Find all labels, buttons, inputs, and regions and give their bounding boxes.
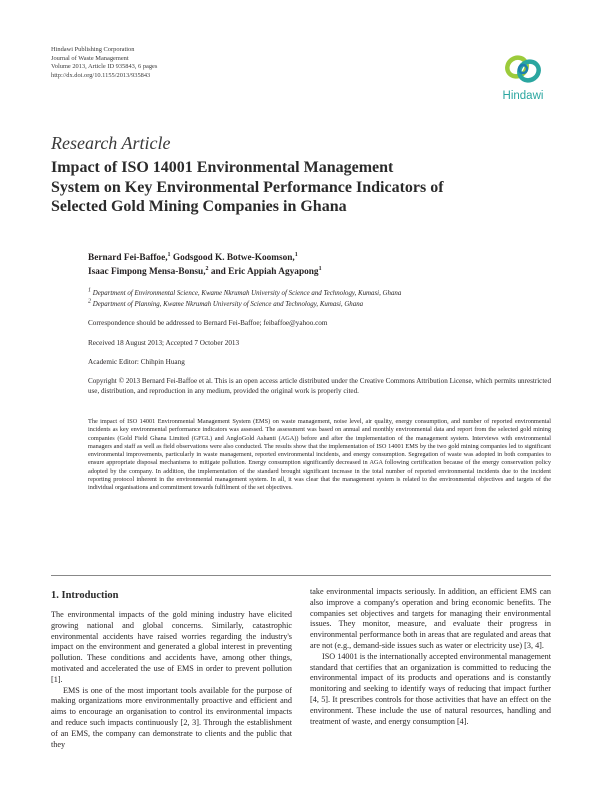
affiliation-text: Department of Environmental Science, Kwame Nkrumah University of Science and Technology, Kumasi, Ghana bbox=[91, 290, 402, 297]
affiliation-item bbox=[88, 288, 401, 299]
article-title bbox=[51, 158, 551, 217]
doi-link[interactable]: http://dx.doi.org/10.1155/2013/935843 bbox=[51, 71, 151, 79]
author-name[interactable]: Isaac Fimpong Mensa-Bonsu, bbox=[88, 267, 206, 277]
affiliation-marker: 2 bbox=[205, 265, 209, 272]
author-name[interactable]: Godsgood K. Botwe-Koomson, bbox=[170, 253, 295, 263]
left-column bbox=[51, 610, 292, 750]
author-list bbox=[88, 251, 322, 279]
right-column bbox=[310, 587, 551, 727]
section-divider bbox=[51, 575, 551, 576]
body-paragraph: EMS is one of the most important tools available for the purpose of making organizations more environmentally proactive and efficient and aims to encourage an organisation to control its environmental impacts and reduce such impacts continuously [2, 3]. Through the establishment of an EMS, the company can demonstrate to clients and the public that they bbox=[51, 685, 292, 749]
author-name[interactable]: and Eric Appiah Agyapong bbox=[208, 267, 319, 277]
hindawi-logo bbox=[496, 50, 550, 108]
affiliation-number: 1 bbox=[88, 287, 91, 294]
abstract-text: The impact of ISO 14001 Environmental Management System (EMS) on waste management, noise level, air quality, energy consumption, and number of reported environmental incidents as key environmental performance indicators was assessed. The assessment was based on annual and monthly environmental data and report from the selected gold mining companies (Gold Field Ghana Limited (GFGL) and AngloGold Ashanti (AGA)) before and after the implementation of the management system. Interviews with environmental managers and staff as well as field observations were also conducted. The results show that the implementation of ISO 14001 EMS by the two gold mining companies led to significant environmental improvements, particularly in waste management, reported environmental incidents, and energy consumption. Segregation of waste was adopted in both companies to ensure appropriate disposal mechanisms to mitigate pollution. Energy consumption significantly decreased in AGA following certification because of the energy conservation policy adopted by the company. In addition, the implementation of the standard brought significant increase in the total number of reported environmental incidents due to the incident reporting protocol inherent in the environmental management system. In all, it was clear that the management system is related to the environmental objectives and targets of the individual organisations and commitment towards fulfilment of the set objectives. bbox=[88, 418, 551, 492]
affiliation-marker: 1 bbox=[318, 265, 322, 272]
title-line: Impact of ISO 14001 Environmental Management bbox=[51, 159, 394, 176]
article-type: Research Article bbox=[51, 133, 171, 153]
hindawi-wordmark: Hindawi bbox=[502, 90, 544, 102]
title-line: Selected Gold Mining Companies in Ghana bbox=[51, 198, 347, 215]
author-line bbox=[88, 265, 322, 279]
affiliation-number: 2 bbox=[88, 298, 91, 305]
section-heading: 1. Introduction bbox=[51, 590, 119, 601]
journal-header bbox=[51, 46, 157, 80]
hindawi-rings-icon bbox=[503, 50, 543, 88]
body-paragraph: take environmental impacts seriously. In addition, an efficient EMS can also improve a company's operation and bring economic benefits. The companies set objectives and targets for managing their environmental issues. They monitor, measure, and evaluate their progress in environmental performance both in areas that are regulated and areas that are not (e.g., demand-side issues such as water or electricity use) [3, 4]. bbox=[310, 587, 551, 650]
received-dates: Received 18 August 2013; Accepted 7 October 2013 bbox=[88, 339, 240, 347]
journal-line: Journal of Waste Management bbox=[51, 54, 129, 62]
affiliation-marker: 1 bbox=[167, 251, 171, 258]
publisher-line: Hindawi Publishing Corporation bbox=[51, 46, 135, 53]
body-paragraph: ISO 14001 is the internationally accepted environmental management standard that certifies that an organization is committed to reducing the environmental impact of its products and operations and is constantly monitoring and seeking to identify ways of reducing that impact further [4, 5]. It prescribes controls for those activities that have an effect on the environment. These include the use of natural resources, handling and treatment of waste, and energy consumption [4]. bbox=[310, 651, 551, 726]
affiliation-marker: 1 bbox=[294, 251, 298, 258]
correspondence[interactable]: Correspondence should be addressed to Bernard Fei-Baffoe; feibaffoe@yahoo.com bbox=[88, 319, 328, 327]
affiliations bbox=[88, 288, 401, 310]
affiliation-text: Department of Planning, Kwame Nkrumah University of Science and Technology, Kumasi, Ghana bbox=[91, 301, 364, 308]
affiliation-item bbox=[88, 299, 401, 310]
author-name[interactable]: Bernard Fei-Baffoe, bbox=[88, 253, 168, 263]
author-line bbox=[88, 251, 322, 265]
body-paragraph: The environmental impacts of the gold mining industry have elicited growing national and global concerns. Similarly, catastrophic environmental accidents have raised worries regarding the industry's impact on the environment and generated a global interest in preventing pollution. These conditions and accidents have, among other things, motivated and accelerated the use of EMS in order to prevent pollution [1]. bbox=[51, 610, 292, 684]
volume-line: Volume 2013, Article ID 935843, 6 pages bbox=[51, 63, 158, 71]
copyright-notice: Copyright © 2013 Bernard Fei-Baffoe et al. This is an open access article distributed under the Creative Commons Attribution License, which permits unrestricted use, distribution, and reproduction in any medium, provided the original work is properly cited. bbox=[88, 377, 551, 395]
academic-editor: Academic Editor: Chihpin Huang bbox=[88, 358, 185, 366]
title-line: System on Key Environmental Performance Indicators of bbox=[51, 178, 444, 196]
